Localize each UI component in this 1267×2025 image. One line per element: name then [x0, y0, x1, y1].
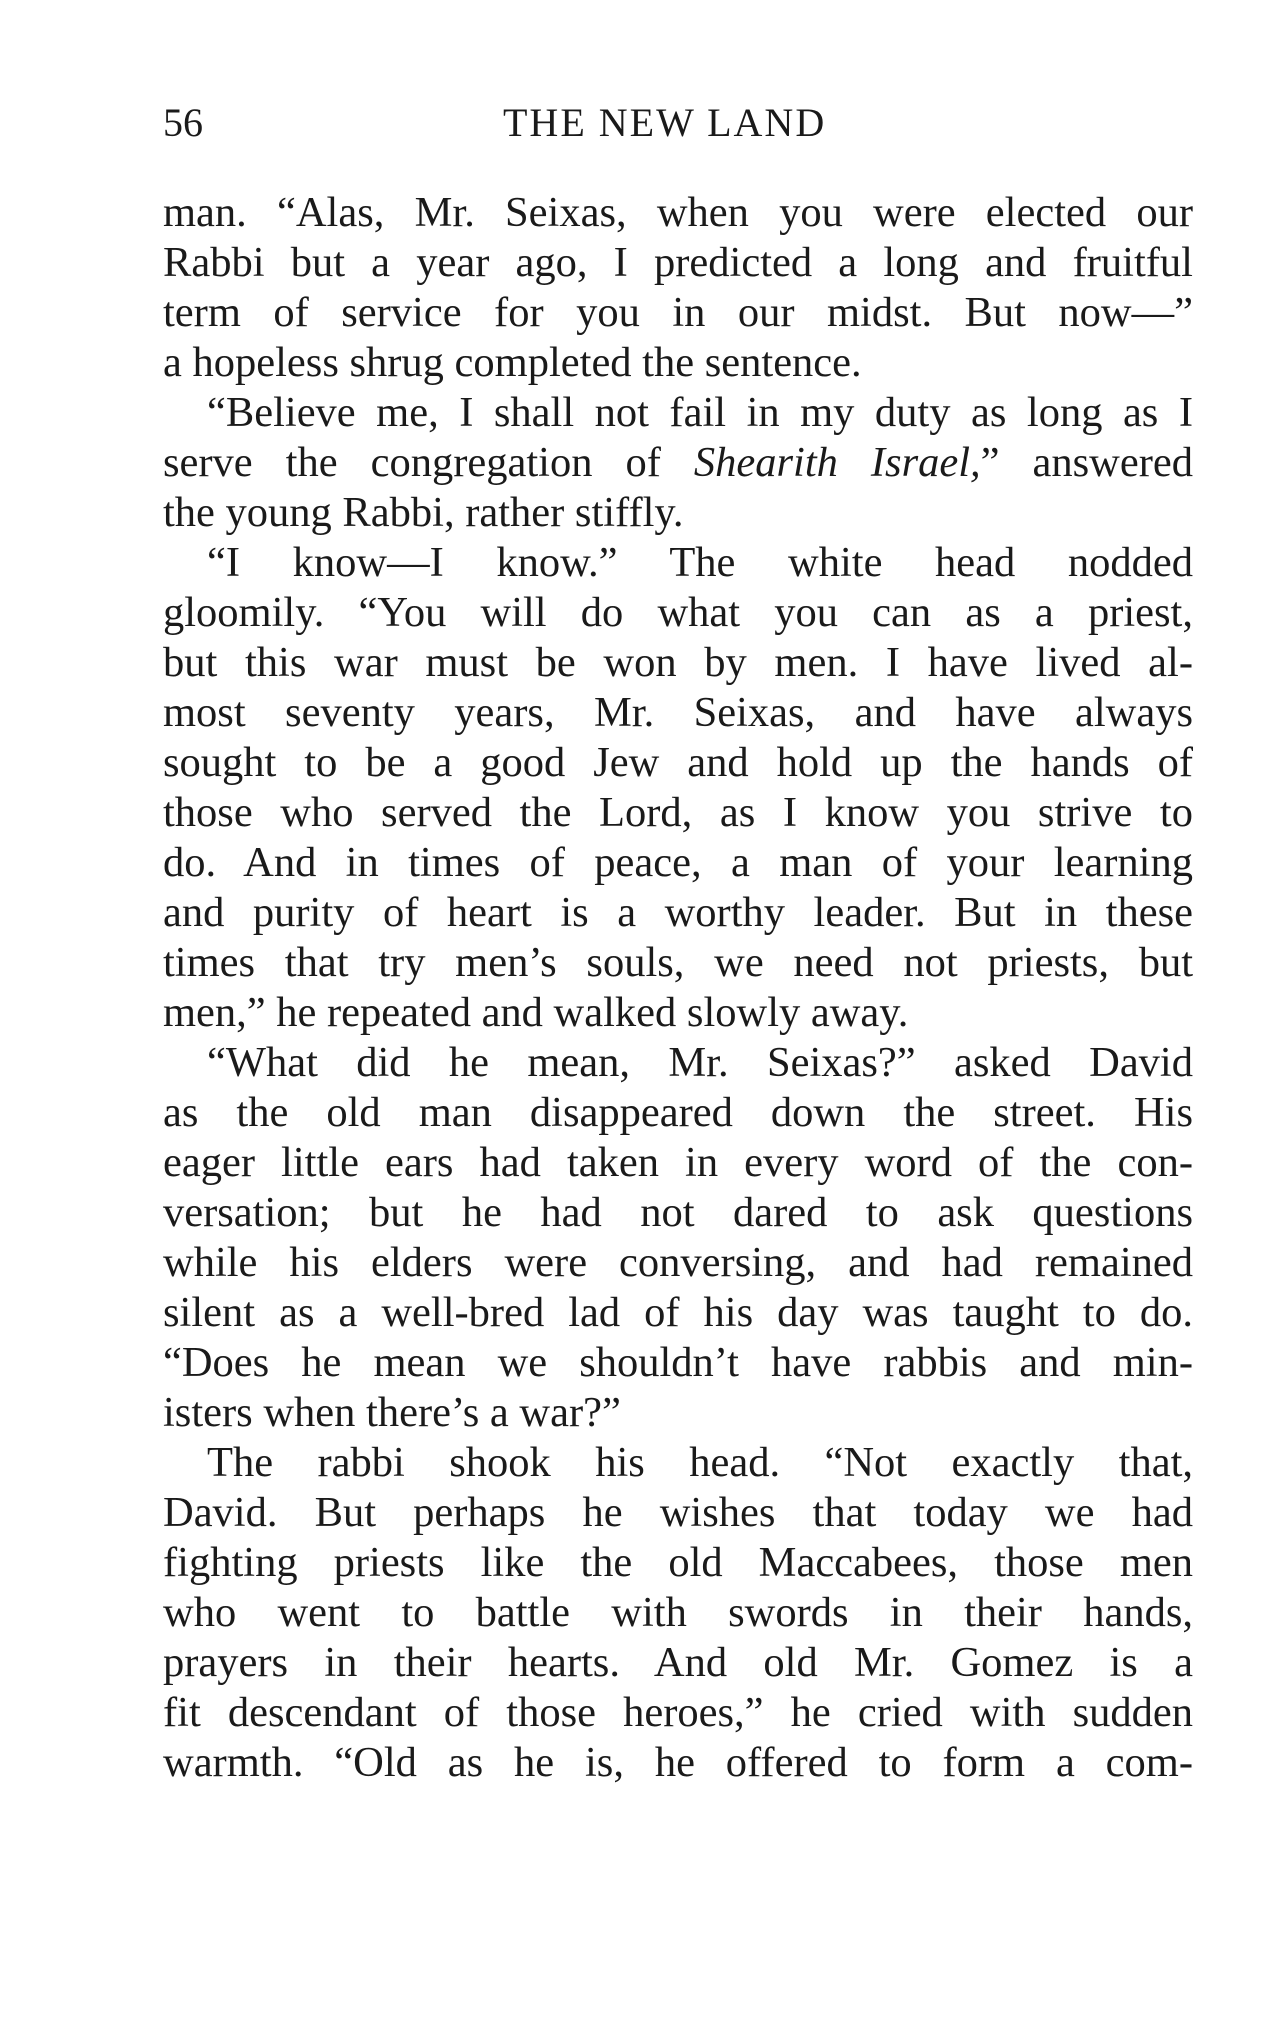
- text-line: silent as a well-bred lad of his day was taught to do.: [163, 1289, 1193, 1336]
- text-fragment: serve the congregation of: [163, 439, 694, 486]
- text-line: The rabbi shook his head. “Not exactly that,: [207, 1439, 1193, 1486]
- text-line: who went to battle with swords in their hands,: [163, 1589, 1193, 1636]
- text-line: “Believe me, I shall not fail in my duty as long as I: [207, 389, 1193, 436]
- body-text: [163, 188, 1193, 1788]
- text-line: a hopeless shrug completed the sentence.: [163, 339, 862, 386]
- text-line: while his elders were conversing, and had remained: [163, 1239, 1193, 1286]
- running-title: THE NEW LAND: [503, 100, 827, 145]
- text-line: most seventy years, Mr. Seixas, and have always: [163, 689, 1193, 736]
- text-line: term of service for you in our midst. But now—”: [163, 289, 1193, 336]
- running-head: [163, 98, 1193, 148]
- text-line: man. “Alas, Mr. Seixas, when you were elected our: [163, 189, 1193, 236]
- text-line: warmth. “Old as he is, he offered to form a com-: [163, 1739, 1193, 1786]
- text-line: but this war must be won by men. I have lived al-: [163, 639, 1193, 686]
- text-line: as the old man disappeared down the street. His: [163, 1089, 1193, 1136]
- text-line: do. And in times of peace, a man of your learning: [163, 839, 1193, 886]
- text-line: Rabbi but a year ago, I predicted a long and fruitful: [163, 239, 1193, 286]
- text-fragment: ” answered: [980, 439, 1193, 486]
- text-line: men,” he repeated and walked slowly away.: [163, 989, 909, 1036]
- text-line: “What did he mean, Mr. Seixas?” asked David: [207, 1039, 1193, 1086]
- page-number: 56: [163, 100, 203, 145]
- text-line: prayers in their hearts. And old Mr. Gomez is a: [163, 1639, 1193, 1686]
- text-line: sought to be a good Jew and hold up the hands of: [163, 739, 1193, 786]
- text-line: times that try men’s souls, we need not priests, but: [163, 939, 1193, 986]
- text-line: those who served the Lord, as I know you strive to: [163, 789, 1193, 836]
- text-line: and purity of heart is a worthy leader. But in these: [163, 889, 1193, 936]
- text-line: David. But perhaps he wishes that today we had: [163, 1489, 1193, 1536]
- text-line: versation; but he had not dared to ask questions: [163, 1189, 1193, 1236]
- text-line: [163, 438, 1193, 488]
- text-line: isters when there’s a war?”: [163, 1389, 621, 1436]
- text-line: gloomily. “You will do what you can as a priest,: [163, 589, 1193, 636]
- text-line: “Does he mean we shouldn’t have rabbis and min-: [163, 1339, 1193, 1386]
- italic-congregation-name: Shearith Israel,: [693, 439, 981, 486]
- text-line: the young Rabbi, rather stiffly.: [163, 489, 684, 536]
- text-line: eager little ears had taken in every word of the con-: [163, 1139, 1193, 1186]
- text-line: fit descendant of those heroes,” he cried with sudden: [163, 1689, 1193, 1736]
- text-line: fighting priests like the old Maccabees, those men: [163, 1539, 1193, 1586]
- text-line: “I know—I know.” The white head nodded: [207, 539, 1193, 586]
